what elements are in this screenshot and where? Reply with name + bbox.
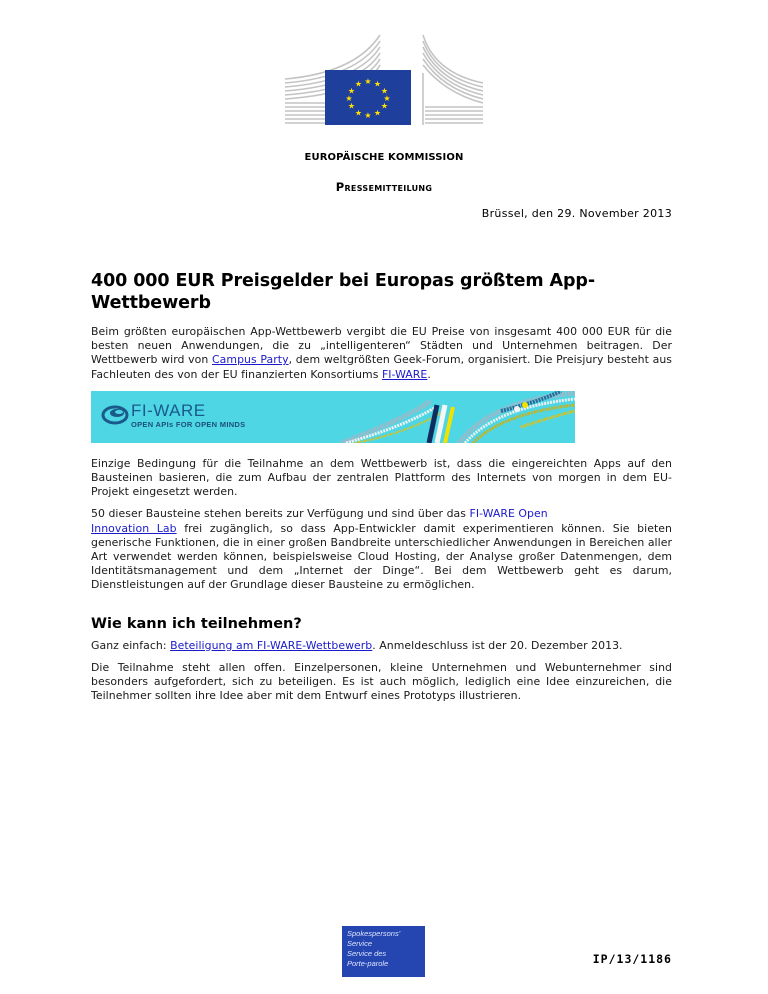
dateline: Brüssel, den 29. November 2013: [481, 207, 672, 220]
article-title: 400 000 EUR Preisgelder bei Europas größtem App-Wettbewerb: [91, 271, 596, 313]
paragraph-eligibility: Die Teilnahme steht allen offen. Einzelpersonen, kleine Unternehmen und Webunternehmer sind besonders aufgefordert, sich zu beteiligen. Es ist auch möglich, lediglich eine Idee einzureichen, die Teilnehmer sollten ihre Idee aber mit dem Entwurf eines Prototyps illustrieren.: [91, 660, 672, 703]
svg-text:★: ★: [354, 108, 363, 118]
decorative-ribbons: [341, 391, 575, 443]
svg-text:★: ★: [380, 101, 389, 111]
svg-text:★: ★: [345, 94, 353, 103]
fi-ware-open-innovation-lab-link-part2[interactable]: Innovation Lab: [91, 521, 177, 535]
fi-ware-banner: [91, 391, 575, 443]
fi-ware-swirl-icon: [101, 405, 129, 425]
svg-text:★: ★: [347, 101, 356, 111]
svg-text:★: ★: [364, 77, 372, 86]
svg-text:★: ★: [354, 79, 363, 89]
svg-text:★: ★: [373, 108, 382, 118]
fi-ware-link[interactable]: FI-WARE: [381, 367, 428, 381]
intro-paragraph: Beim größten europäischen App-Wettbewerb vergibt die EU Preise von insgesamt 400 000 EUR für die besten neuen Anwendungen, die zu „intelligenteren“ Städten und Unternehmen beitragen. Der Wettbewerb wird von Campus Party, dem weltgrößten Geek-Forum, organisiert. Die Preisjury besteht aus Fachleuten des von der EU finanzierten Konsortiums FI-WARE.: [91, 325, 672, 381]
svg-text:★: ★: [373, 79, 382, 89]
organization-name: EUROPÄISCHE KOMMISSION: [304, 152, 464, 163]
paragraph-how-to: Ganz einfach: Beteiligung am FI-WARE-Wettbewerb. Anmeldeschluss ist der 20. Dezember 2013.: [91, 638, 623, 652]
spokespersons-service-logo: Spokespersons' Service Service des Porte-parole: [342, 926, 425, 977]
document-type: Pressemitteilung: [335, 180, 433, 194]
svg-text:★: ★: [347, 86, 356, 96]
article-body: [91, 270, 672, 711]
competition-participation-link[interactable]: Beteiligung am FI-WARE-Wettbewerb: [170, 638, 373, 652]
press-release-reference: IP/13/1186: [592, 952, 672, 966]
paragraph-building-blocks: 50 dieser Bausteine stehen bereits zur Verfügung und sind über das FI-WARE Open Innovation Lab frei zugänglich, so dass App-Entwickler damit experimentieren können. Sie bieten generische Funktionen, die in einer großen Bandbreite unterschiedlicher Anwendungen in Bereichen aller Art verwendet werden können, beispielsweise Cloud Hosting, der Analyse großer Datenmengen, dem Identitätsmanagement und dem „Internet der Dinge“. Bei dem Wettbewerb geht es darum, Dienstleistungen auf der Grundlage dieser Bausteine zu ermöglichen.: [91, 507, 672, 592]
svg-text:★: ★: [383, 94, 391, 103]
european-commission-logo: [285, 33, 483, 125]
fi-ware-brand: FI-WARE OPEN APIs FOR OPEN MINDS: [131, 400, 246, 429]
paragraph-conditions: Einzige Bedingung für die Teilnahme an dem Wettbewerb ist, dass die eingereichten Apps auf den Bausteinen basieren, die zum Aufbau der zentralen Plattform des Internets von morgen in dem EU-Projekt eingesetzt werden.: [91, 456, 672, 499]
section-heading-participation: Wie kann ich teilnehmen?: [91, 615, 302, 632]
fi-ware-open-innovation-lab-link-part1[interactable]: FI-WARE Open: [469, 507, 548, 521]
svg-text:★: ★: [380, 86, 389, 96]
campus-party-link[interactable]: Campus Party: [212, 353, 289, 367]
svg-text:★: ★: [364, 111, 372, 120]
